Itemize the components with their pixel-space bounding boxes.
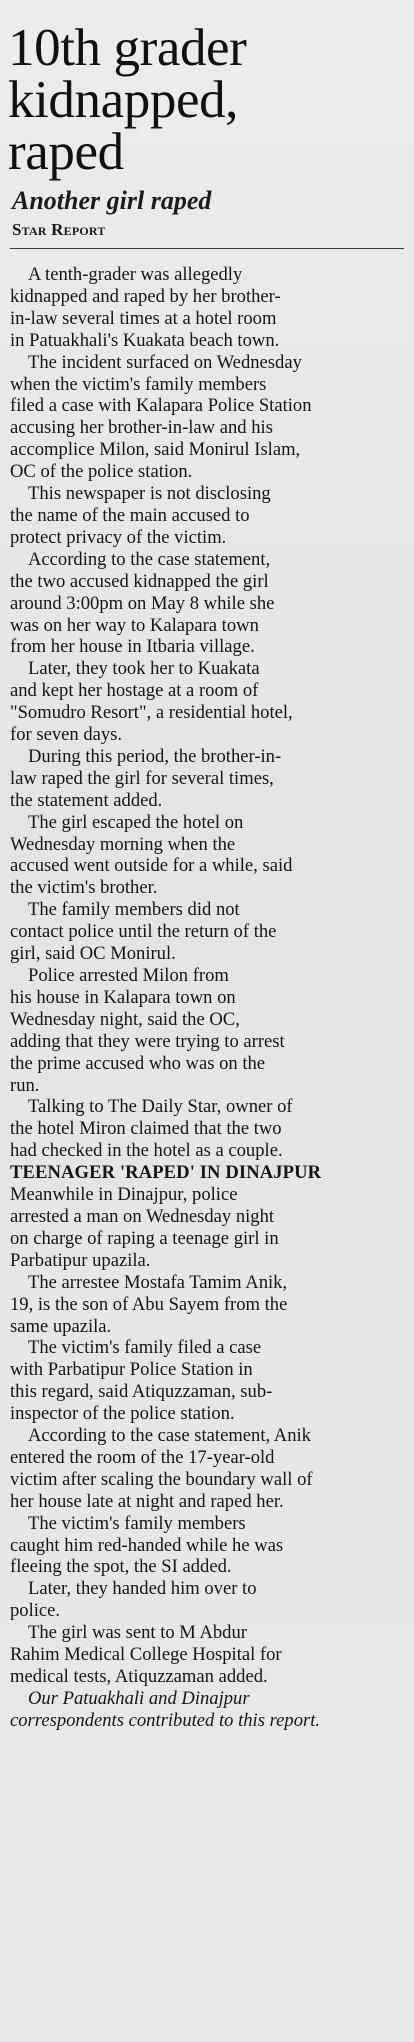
body-text-line: girl, said OC Monirul. [10,943,176,965]
body-text-line: law raped the girl for several times, [10,767,274,789]
body-text-line: in Patuakhali's Kuakata beach town. [10,329,280,351]
paragraph-first-line: The victim's family members [28,1512,246,1534]
paragraph-first-line: Later, they handed him over to [28,1578,257,1600]
headline-line: kidnapped, [8,71,239,129]
paragraph-first-line: The girl was sent to M Abdur [28,1622,247,1644]
paragraph-first-line: The family members did not [28,899,240,921]
paragraph-first-line: The girl escaped the hotel on [28,811,244,833]
body-text-line: the prime accused who was on the [10,1052,266,1074]
paragraph-first-line: According to the case statement, [28,548,271,570]
body-text-line: adding that they were trying to arrest [10,1030,285,1052]
paragraph-first-line: Talking to The Daily Star, owner of [28,1096,293,1118]
body-text-line: this regard, said Atiquzzaman, sub- [10,1381,273,1403]
body-text-line: accused went outside for a while, said [10,855,293,877]
body-text-line: with Parbatipur Police Station in [10,1359,253,1381]
body-text-line: accomplice Milon, said Monirul Islam, [10,439,301,461]
body-text-line: in-law several times at a hotel room [10,307,277,329]
body-text-line: 19, is the son of Abu Sayem from the [10,1293,288,1315]
body-text-line: Parbatipur upazila. [10,1249,151,1271]
paragraph-first-line: The victim's family filed a case [28,1337,262,1359]
body-text-line: victim after scaling the boundary wall of [10,1468,313,1490]
body-text-line: medical tests, Atiquzzaman added. [10,1666,268,1687]
body-text-line: on charge of raping a teenage girl in [10,1227,279,1249]
paragraph-first-line: Later, they took her to Kuakata [28,658,260,680]
paragraph-first-line: The incident surfaced on Wednesday [28,351,302,373]
body-text-line: around 3:00pm on May 8 while she [10,592,275,614]
paragraph-first-line: The arrestee Mostafa Tamim Anik, [28,1271,288,1293]
body-text-line: contact police until the return of the [10,921,277,943]
body-text-line: Meanwhile in Dinajpur, police [10,1184,238,1206]
paragraph-first-line: This newspaper is not disclosing [28,483,271,505]
byline: Star Report [12,220,106,239]
body-text-line: the two accused kidnapped the girl [10,570,269,592]
body-text-line: kidnapped and raped by her brother- [10,285,281,307]
body-text-line: "Somudro Resort", a residential hotel, [10,702,293,724]
body-text-line: his house in Kalapara town on [10,986,236,1008]
body-text-line: entered the room of the 17-year-old [10,1446,275,1468]
credit-line: Our Patuakhali and Dinajpur [28,1687,250,1709]
body-text-line: for seven days. [10,724,123,746]
paragraph-first-line: According to the case statement, Anik [28,1425,311,1447]
body-text-line: OC of the police station. [10,461,193,483]
body-text-line: Wednesday morning when the [10,833,236,855]
body-text-line: run. [10,1074,40,1096]
divider-rule [10,248,404,249]
body-text-line: same upazila. [10,1315,112,1337]
body-text-line: inspector of the police station. [10,1403,235,1425]
body-text-line: the statement added. [10,789,163,811]
section-subheading: TEENAGER 'RAPED' IN DINAJPUR [10,1162,322,1184]
body-text-line: protect privacy of the victim. [10,526,227,548]
headline-line: raped [8,123,124,181]
article-body [8,264,406,1732]
body-text-line: the hotel Miron claimed that the two [10,1118,282,1140]
paragraph-first-line: Police arrested Milon from [28,965,229,986]
body-text-line: police. [10,1600,61,1622]
body-text-line: Rahim Medical College Hospital for [10,1644,282,1666]
body-text-line: arrested a man on Wednesday night [10,1205,275,1227]
subheadline: Another girl raped [12,186,212,215]
body-text-line: when the victim's family members [10,373,267,395]
paragraph-first-line: A tenth-grader was allegedly [28,264,243,285]
body-text-line: her house late at night and raped her. [10,1490,284,1512]
body-text-line: Wednesday night, said the OC, [10,1008,240,1030]
headline [8,19,406,181]
body-text-line: and kept her hostage at a room of [10,680,259,702]
body-text-line: accusing her brother-in-law and his [10,417,273,439]
body-text-line: was on her way to Kalapara town [10,614,259,636]
credit-line: correspondents contributed to this report. [10,1709,321,1731]
body-text-line: had checked in the hotel as a couple. [10,1140,283,1162]
body-text-line: fleeing the spot, the SI added. [10,1556,232,1578]
headline-line: 10th grader [8,19,247,77]
paragraph-first-line: During this period, the brother-in- [28,745,282,767]
body-text-line: the victim's brother. [10,877,158,899]
body-text-line: caught him red-handed while he was [10,1534,284,1556]
body-text-line: filed a case with Kalapara Police Station [10,395,312,417]
body-text-line: the name of the main accused to [10,504,250,526]
body-text-line: from her house in Itbaria village. [10,636,255,658]
